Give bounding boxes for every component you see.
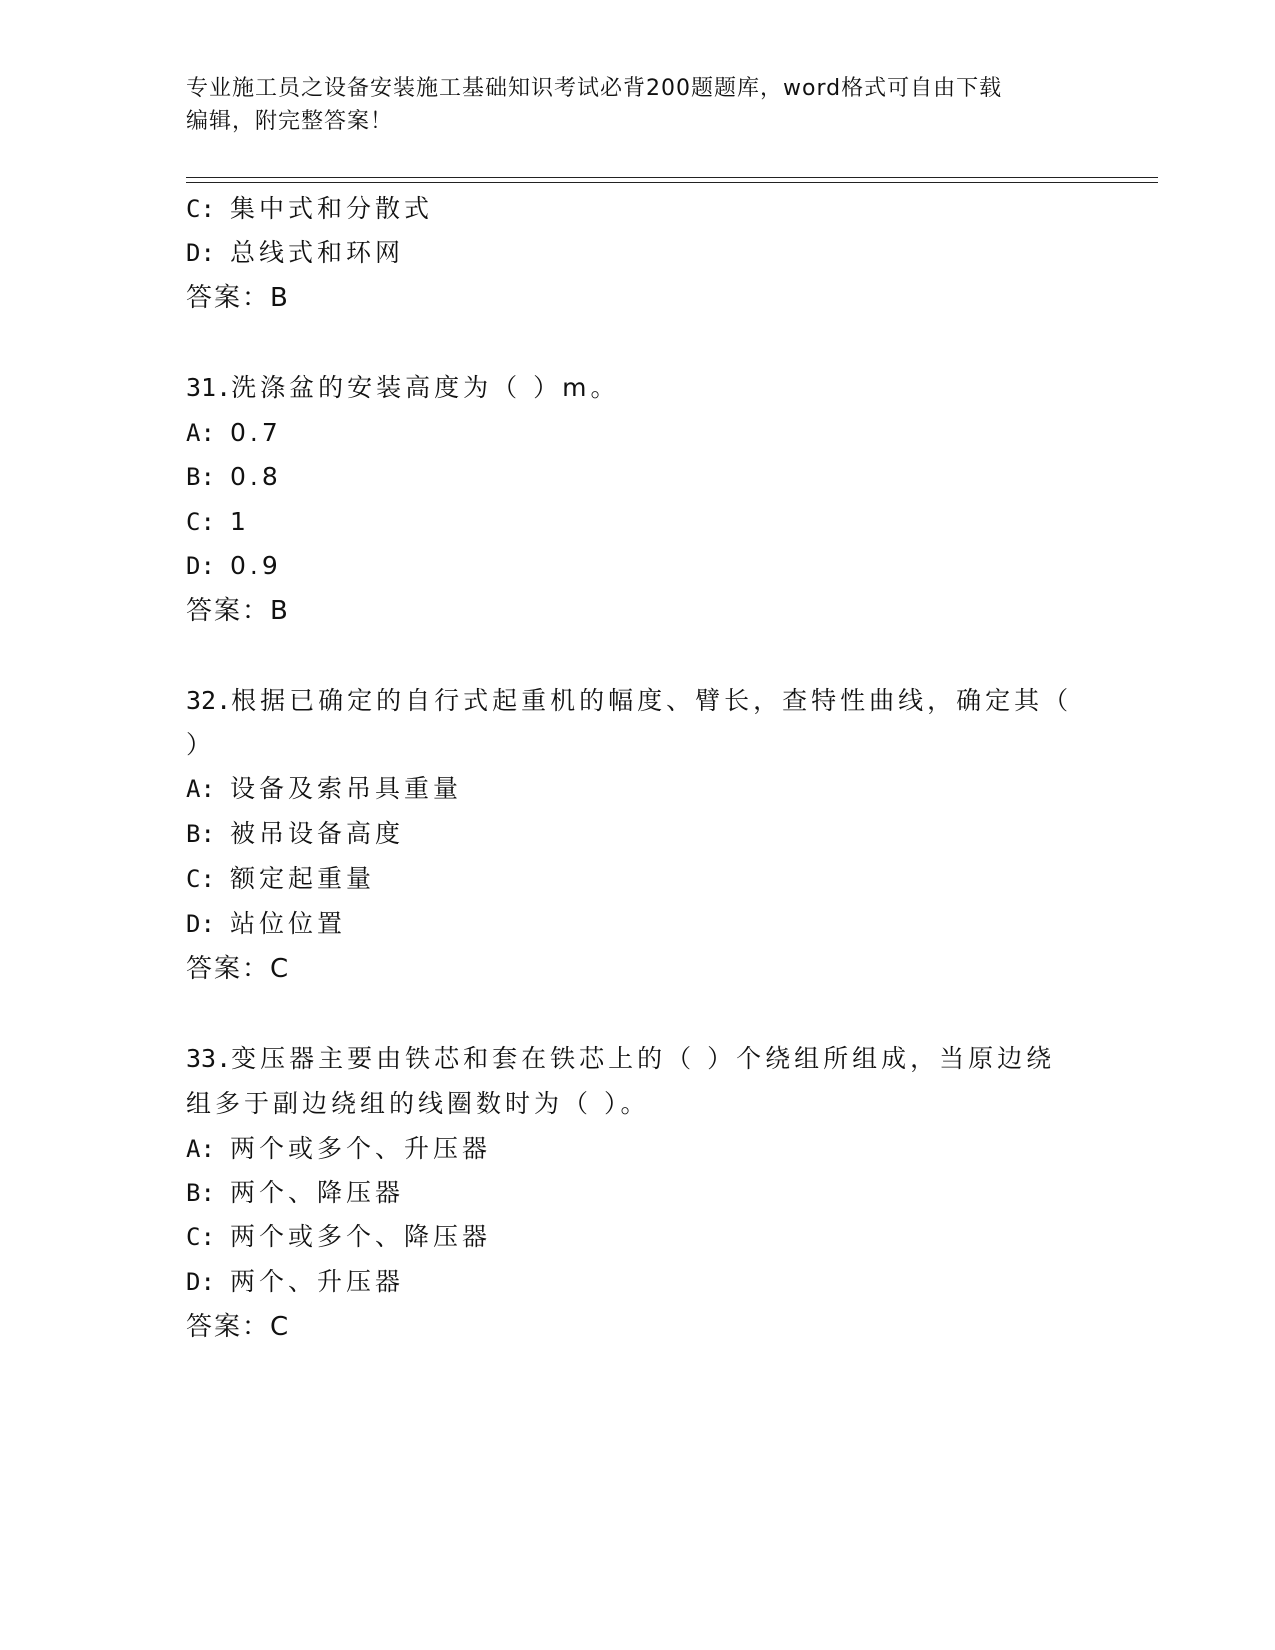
question-33-option-d bbox=[186, 1267, 404, 1297]
question-text-line: 组多于副边绕组的线圈数时为（ ）。 bbox=[186, 1089, 650, 1118]
option-text: 总线式和环网 bbox=[230, 238, 405, 267]
question-text-line: ） bbox=[186, 730, 216, 759]
answer-value: B bbox=[270, 283, 290, 313]
prev-option-d bbox=[186, 238, 404, 268]
question-32-option-c bbox=[186, 864, 375, 894]
option-text: 0.9 bbox=[230, 551, 282, 580]
question-32-text bbox=[186, 686, 1072, 716]
header-divider-bottom bbox=[186, 182, 1158, 183]
question-number: 33. bbox=[186, 1044, 232, 1073]
question-33-answer bbox=[186, 1312, 290, 1342]
answer-value: C bbox=[270, 954, 291, 984]
option-text: 站位位置 bbox=[230, 909, 347, 938]
option-key: A: bbox=[186, 775, 215, 803]
question-31-option-a bbox=[186, 418, 282, 448]
question-33-option-a bbox=[186, 1134, 491, 1164]
option-key: D: bbox=[186, 1268, 215, 1296]
header-title-line1: 专业施工员之设备安装施工基础知识考试必背200题题库，word格式可自由下载 bbox=[186, 76, 1003, 101]
question-33-option-c bbox=[186, 1222, 491, 1252]
option-key: C: bbox=[186, 1223, 215, 1251]
option-text: 集中式和分散式 bbox=[230, 194, 434, 223]
answer-value: B bbox=[270, 596, 290, 626]
question-text-line: 变压器主要由铁芯和套在铁芯上的（ ）个绕组所组成，当原边绕 bbox=[231, 1044, 1056, 1073]
question-33-text-cont bbox=[186, 1089, 649, 1119]
option-text: 两个或多个、降压器 bbox=[230, 1222, 492, 1251]
option-key: C: bbox=[186, 865, 215, 893]
option-text: 额定起重量 bbox=[230, 864, 376, 893]
prev-answer bbox=[186, 283, 290, 313]
question-31-text bbox=[186, 373, 619, 403]
option-text: 0.8 bbox=[230, 462, 282, 491]
question-32-option-d bbox=[186, 909, 346, 939]
option-text: 设备及索吊具重量 bbox=[230, 774, 463, 803]
answer-label: 答案： bbox=[186, 283, 271, 313]
question-31-option-d bbox=[186, 551, 282, 581]
option-key: A: bbox=[186, 419, 215, 447]
option-key: C: bbox=[186, 508, 215, 536]
option-key: B: bbox=[186, 1179, 215, 1207]
answer-label: 答案： bbox=[186, 1312, 271, 1342]
question-number: 32. bbox=[186, 686, 232, 715]
option-key: D: bbox=[186, 552, 215, 580]
question-number: 31. bbox=[186, 373, 232, 402]
option-key: B: bbox=[186, 820, 215, 848]
answer-value: C bbox=[270, 1312, 291, 1342]
document-header bbox=[186, 72, 1086, 138]
option-text: 两个、降压器 bbox=[230, 1178, 405, 1207]
question-33-option-b bbox=[186, 1178, 404, 1208]
header-divider-top bbox=[186, 177, 1158, 178]
question-32-option-b bbox=[186, 819, 404, 849]
option-text: 两个、升压器 bbox=[230, 1267, 405, 1296]
prev-option-c bbox=[186, 194, 433, 224]
header-title-line2: 编辑，附完整答案！ bbox=[186, 109, 394, 134]
question-31-option-c bbox=[186, 507, 250, 537]
option-text: 被吊设备高度 bbox=[230, 819, 405, 848]
option-key: C: bbox=[186, 195, 215, 223]
answer-label: 答案： bbox=[186, 954, 271, 984]
question-32-option-a bbox=[186, 774, 462, 804]
option-text: 1 bbox=[230, 507, 250, 536]
question-32-text-cont bbox=[186, 730, 215, 760]
question-32-answer bbox=[186, 954, 290, 984]
question-31-answer bbox=[186, 596, 290, 626]
option-text: 0.7 bbox=[230, 418, 282, 447]
option-key: B: bbox=[186, 463, 215, 491]
option-text: 两个或多个、升压器 bbox=[230, 1134, 492, 1163]
question-31-option-b bbox=[186, 462, 282, 492]
option-key: D: bbox=[186, 239, 215, 267]
question-text-line: 洗涤盆的安装高度为（ ）m。 bbox=[231, 373, 620, 402]
answer-label: 答案： bbox=[186, 596, 271, 626]
question-text-line: 根据已确定的自行式起重机的幅度、臂长，查特性曲线，确定其（ bbox=[231, 686, 1073, 715]
question-33-text bbox=[186, 1044, 1055, 1074]
option-key: D: bbox=[186, 910, 215, 938]
option-key: A: bbox=[186, 1135, 215, 1163]
